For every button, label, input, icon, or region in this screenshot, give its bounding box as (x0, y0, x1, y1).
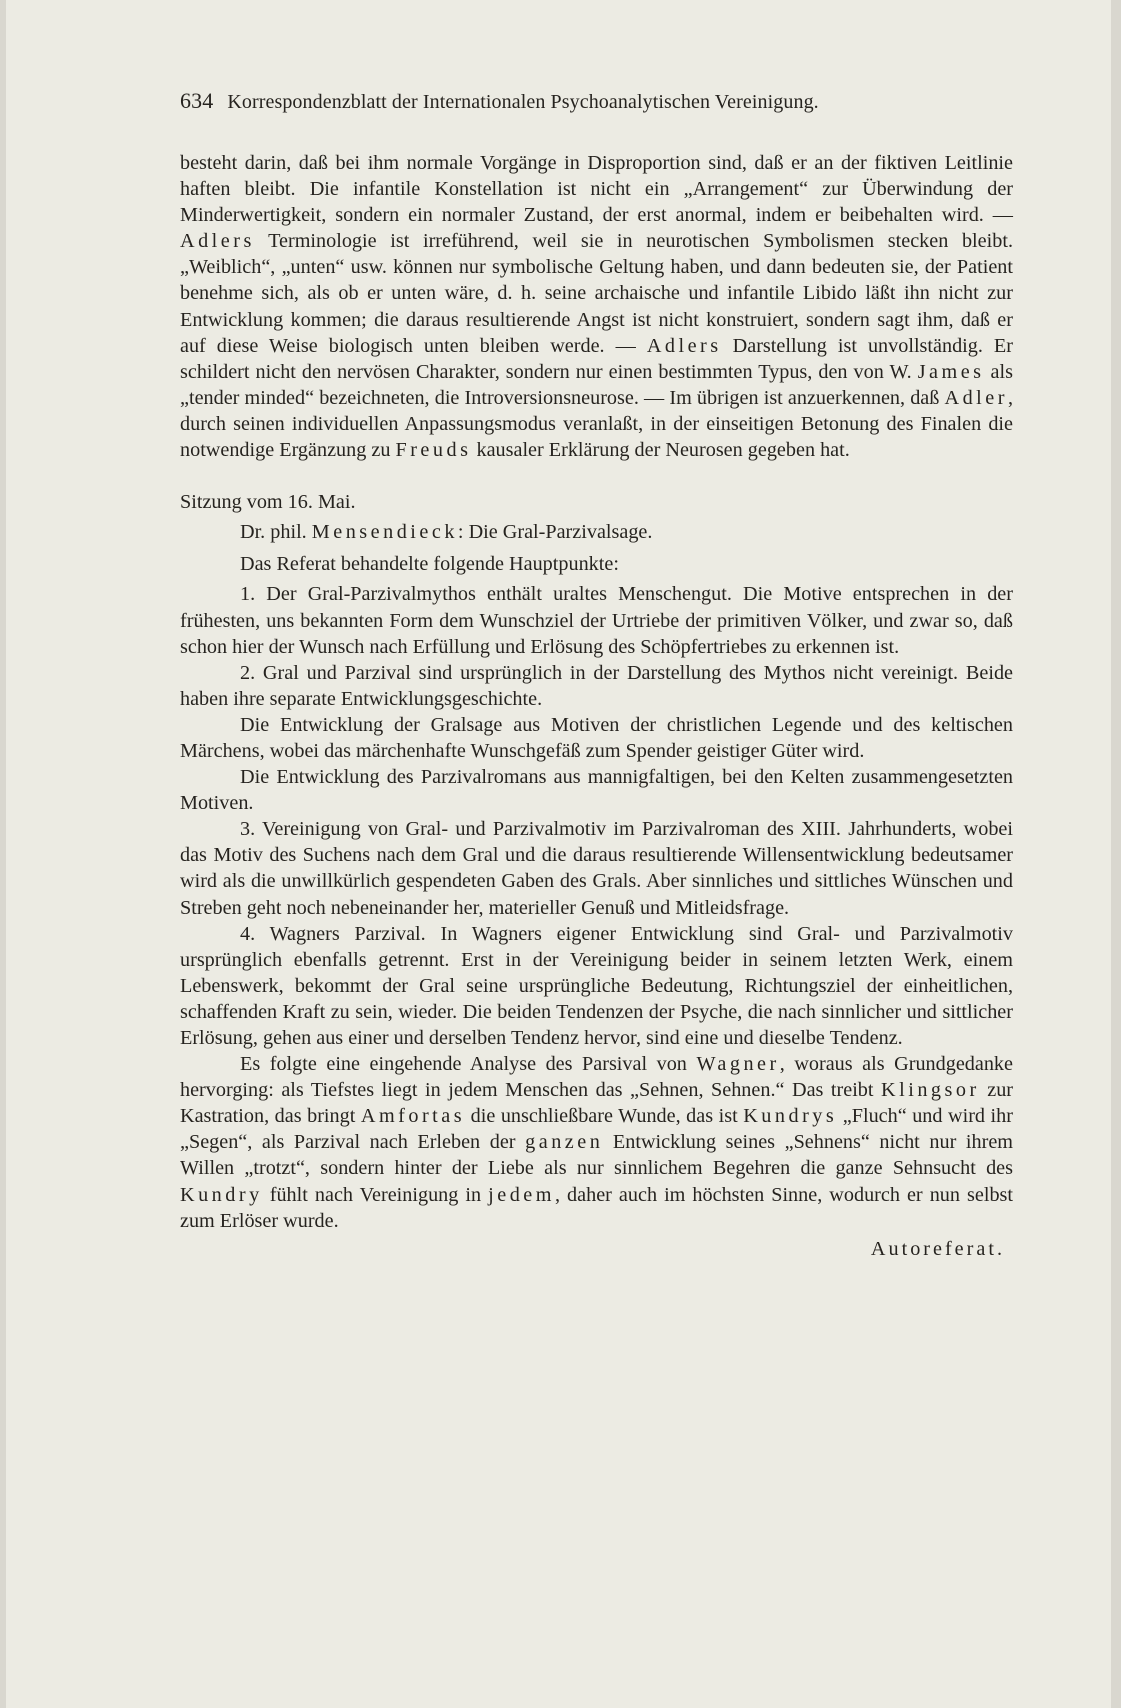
point-2-parzivalroman: Die Entwicklung des Parzivalromans aus mannigfaltigen, bei den Kelten zusammengesetzten Motiven. (180, 766, 1013, 815)
paragraph-adler-critique: besteht darin, daß bei ihm normale Vorgänge in Disproportion sind, daß er an der fiktiven Leitlinie haften bleibt. Die infantile Konstellation ist nicht ein „Arrangement“ zur Überwindung der Minderwertigkeit, sondern ein normaler Zustand, der erst anormal, indem er beibehalten wird. — Adlers Terminologie ist irreführend, weil sie in neurotischen Symbolismen stecken bleibt. „Weiblich“, „unten“ usw. können nur symbolische Geltung haben, und dann bedeuten sie, der Patient benehme sich, als ob er unten wäre, d. h. seine archaische und infantile Libido läßt ihn nicht zur Entwicklung kommen; die daraus resultierende Angst ist nicht konstruiert, sondern sagt ihm, daß er auf diese Weise biologisch unten bleiben werde. — Adlers Darstellung ist unvollständig. Er schildert nicht den nervösen Charakter, sondern nur einen bestimmten Typus, den von W. James als „tender minded“ bezeichneten, die Introversionsneurose. — Im übrigen ist anzuerkennen, daß Adler, durch seinen individuellen Anpassungsmodus veranlaßt, in der einseitigen Betonung des Finalen die notwendige Ergänzung zu Freuds kausaler Erklärung der Neurosen gegeben hat. (180, 152, 1013, 462)
name-freud: Freuds (395, 439, 472, 462)
article-body (180, 150, 1013, 1262)
session-heading: Sitzung vom 16. Mai. (180, 491, 356, 514)
point-2: 2. Gral und Parzival sind ursprünglich in der Darstellung des Mythos nicht vereinigt. Beide haben ihre separate Entwicklungsgeschichte. (180, 661, 1013, 710)
emphasis-jedem: jedem (488, 1183, 555, 1206)
running-title: Korrespondenzblatt der Internationalen Psychoanalytischen Vereinigung. (227, 91, 819, 113)
point-4: 4. Wagners Parzival. In Wagners eigener Entwicklung sind Gral- und Parzivalmotiv ursprünglich ebenfalls getrennt. Erst in der Vereinigung beider in seinem letzten Werk, einem Lebenswerk, bekommt der Gral seine ursprüngliche Bedeutung, Richtungsziel der einheitlichen, schaffenden Kraft zu sein, wieder. Die beiden Tendenzen der Psyche, die nach sinnlicher und sittlicher Erlösung, gehen aus einer und derselben Tendenz hervor, sind eine und dieselbe Tendenz. (180, 922, 1013, 1049)
intro-line: Das Referat behandelte folgende Hauptpunkte: (240, 553, 619, 576)
page-number: 634 (180, 88, 214, 113)
point-1: 1. Der Gral-Parzivalmythos enthält uraltes Menschengut. Die Motive entsprechen in der frühesten, uns bekannten Form dem Wunschziel der Urtriebe der primitiven Völker, und zwar so, daß schon hier der Wunsch nach Erfüllung und Erlösung des Schöpfertriebes zu erkennen ist. (180, 583, 1013, 658)
signature: Autoreferat. (870, 1237, 1005, 1260)
paragraph-analysis: Es folgte eine eingehende Analyse des Parsival von Wagner, woraus als Grundgedanke hervorging: als Tiefstes liegt in jedem Menschen das „Sehnen, Sehnen.“ Das treibt Klingsor zur Kastration, das bringt Amfortas die unschließbare Wunde, das ist Kundrys „Fluch“ und wird ihr „Segen“, als Parzival nach Erleben der ganzen Entwicklung seines „Sehnens“ nicht nur ihrem Willen „trotzt“, sondern hinter der Liebe als nur sinnlichem Begehren die ganze Sehnsucht des Kundry fühlt nach Vereinigung in jedem, daher auch im höchsten Sinne, wodurch er nun selbst zum Erlöser wurde. (180, 1053, 1014, 1232)
name-kundry: Kundry (180, 1183, 263, 1206)
name-wagner: Wagner (696, 1053, 780, 1076)
name-mensendieck: Mensendieck (311, 521, 458, 544)
name-adler: Adlers (180, 230, 255, 253)
name-james: James (917, 360, 985, 383)
name-adler: Adlers (646, 334, 722, 357)
running-header (180, 88, 1010, 114)
name-kundrys: Kundrys (743, 1105, 838, 1128)
name-klingsor: Klingsor (881, 1079, 980, 1102)
point-3: 3. Vereinigung von Gral- und Parzivalmotiv im Parzivalroman des XIII. Jahrhunderts, wobei das Motiv des Suchens nach dem Gral und die daraus resultierende Willensentwicklung bedeutsamer wird als die unwillkürlich gespendeten Gaben des Grals. Aber sinnliches und sittliches Wünschen und Streben geht noch nebeneinander her, materieller Genuß und Mitleidsfrage. (180, 818, 1013, 919)
emphasis-ganzen: ganzen (525, 1131, 604, 1154)
name-adler: Adler (944, 386, 1008, 409)
name-amfortas: Amfortas (360, 1105, 466, 1128)
speaker-line: Dr. phil. Mensendieck: Die Gral-Parzivalsage. (240, 521, 653, 544)
point-2-gralsage: Die Entwicklung der Gralsage aus Motiven der christlichen Legende und des keltischen Märchens, wobei das märchenhafte Wunschgefäß zum Spender geistiger Güter wird. (180, 713, 1013, 762)
